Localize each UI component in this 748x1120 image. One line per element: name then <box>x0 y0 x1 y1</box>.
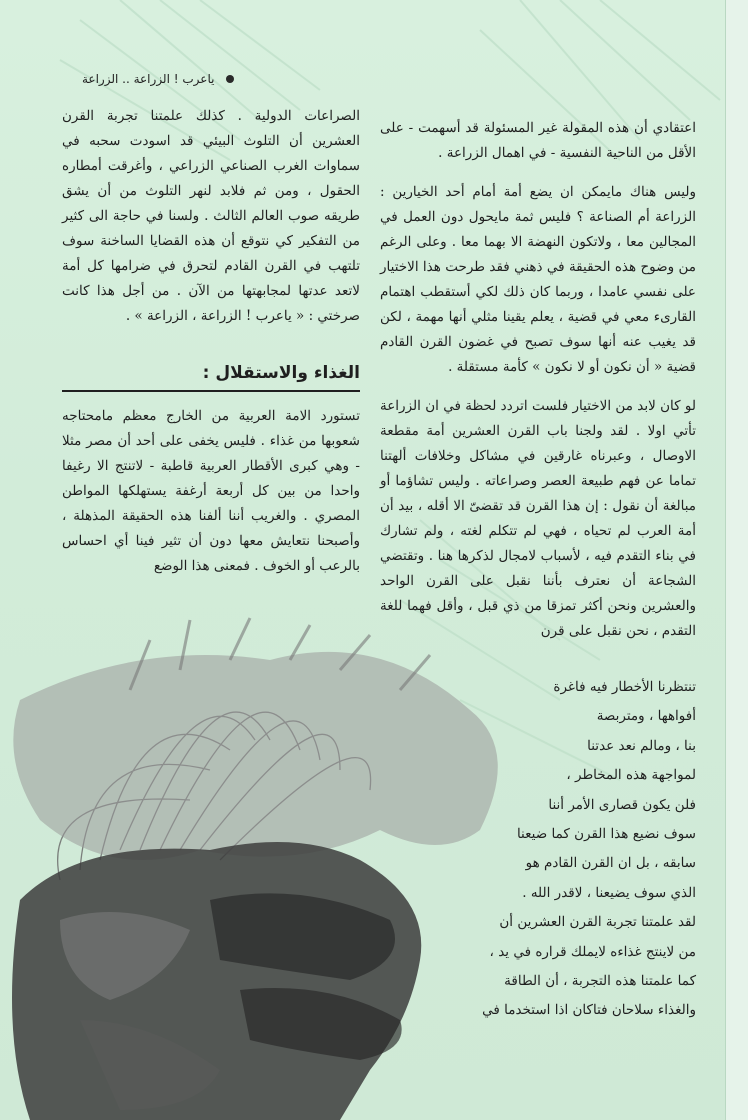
right-paragraph-1: اعتقادي أن هذه المقولة غير المسئولة قد أسهمت - على الأقل من الناحية النفسية - في اهمال الزراعة . <box>380 120 696 161</box>
flow-line: سوف نضيع هذا القرن كما ضيعنا <box>516 826 696 843</box>
header-bullet-icon <box>226 75 234 83</box>
flow-line: لقد علمتنا تجربة القرن العشرين أن <box>499 914 696 931</box>
section-heading: الغذاء والاستقلال : <box>62 360 360 392</box>
right-paragraph-2: وليس هناك مايمكن ان يضع أمة أمام أحد الخيارين : الزراعة أم الصناعة ؟ فليس ثمة مايحول دون العمل في المجالين معا ، ولاتكون النهضة الا بهما معا . وعلى الرغم من وضوح هذه الحقيقة في ذهني فقد طرحت هذا الاختيار على نفسي عامدا ، وربما كان ذلك لكي أستقطب اهتمام القارىء معي في قضية ، يعلم يقينا مثلي أنها مهمة ، لكن قد يغيب عنه أنها سوف تصبح في غضون القرن القادم قضية « أن نكون أو لا نكون » كأمة مستقلة . <box>380 184 696 375</box>
left-column-top <box>62 104 360 339</box>
right-column <box>380 116 696 654</box>
running-title: ياعرب ! الزراعة .. الزراعة <box>82 72 215 86</box>
page-edge <box>725 0 748 1120</box>
flow-line: من لاينتج غذاءه لايملك قراره في يد ، <box>489 943 696 960</box>
flow-line: أفواهها ، ومتربصة <box>596 708 696 725</box>
flow-line: تنتظرنا الأخطار فيه فاغرة <box>553 679 696 695</box>
flow-line: لمواجهة هذه المخاطر ، <box>566 767 696 784</box>
right-paragraph-3: لو كان لابد من الاختيار فلست اتردد لحظة في ان الزراعة تأتي اولا . لقد ولجنا باب القرن العشرين أمة مقطعة الاوصال ، وعبرناه غارقين في مشاكل وخلافات ألهتنا تماما عن فهم طبيعة العصر وصراعاته . وليس تشاؤما أو مبالغة أن نقول : إن هذا القرن قد تقضىّ الا أقله ، بيد أن أمة العرب لم تحياه ، فهي لم تتكلم لغته ، ولم تشارك في بناء التقدم فيه ، لأسباب لامجال لذكرها هنا . وتقتضي الشجاعة أن نعترف بأننا نقبل على القرن الواحد والعشرين ونحن أكثر تمزقا من ذي قبل ، وأقل فهما للغة التقدم ، نحن نقبل على قرن <box>380 398 696 639</box>
flow-line: فلن يكون قصارى الأمر أننا <box>548 796 696 813</box>
left-paragraph-1: الصراعات الدولية . كذلك علمتنا تجربة القرن العشرين أن التلوث البيئي قد اسودت سحبه في سماوات الغرب الصناعي الزراعي ، وأغرقت أمطاره الحقول ، ومن ثم فلابد لنهر التلوث من أن يشق طريقه صوب العالم الثالث . ولسنا في حاجة الى كثير من التفكير كي نتوقع أن هذه القضايا الساخنة سوف تلتهب في القرن القادم لتحرق في ضرامها كل أمة لاتعد عدتها لمجابهتها من الآن . من أجل هذا كانت صرختي : « ياعرب ! الزراعة ، الزراعة » . <box>62 108 360 324</box>
flow-line: الذي سوف يضيعنا ، لاقدر الله . <box>522 884 696 901</box>
left-column-bottom <box>62 404 360 589</box>
hand-holding-grain-icon <box>0 600 530 1120</box>
running-header <box>82 68 302 87</box>
flow-line: والغذاء سلاحان فتاكان اذا استخدما في <box>482 1002 696 1019</box>
flow-line: سابقه ، بل ان القرن القادم هو <box>525 855 696 872</box>
flow-line: كما علمتنا هذه التجربة ، أن الطاقة <box>504 973 696 990</box>
left-paragraph-2: تستورد الامة العربية من الخارج معظم مامحتاجه شعوبها من غذاء . فليس يخفى على أحد أن مصر مثلا - وهي كبرى الأقطار العربية قاطبة - لاتنتج الا رغيفا واحدا من بين كل أربعة أرغفة يستهلكها المواطن المصري . والغريب أننا ألفنا هذه الحقيقة المذهلة ، وأصبحنا نتعايش معها دون أن تثير فينا أي احساس بالرعب أو الخوف . فمعنى هذا الوضع <box>62 408 360 574</box>
flow-line: بنا ، ومالم نعد عدتنا <box>587 737 696 754</box>
